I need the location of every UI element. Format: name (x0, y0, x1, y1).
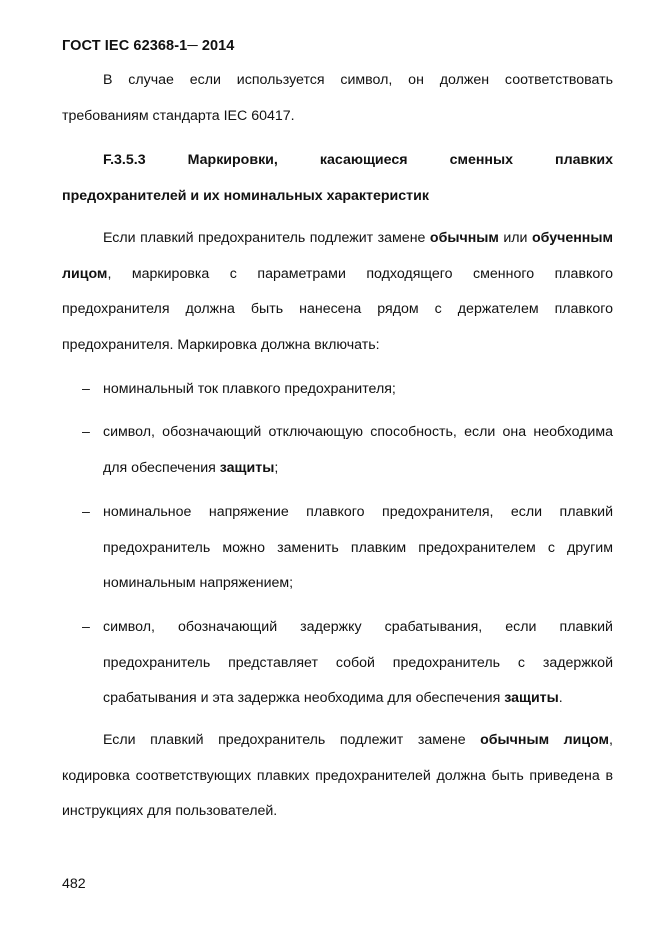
text-run: символ, обозначающий отключающую способность, если она необходима для обеспечения (103, 424, 613, 476)
list-item-text (103, 610, 613, 717)
list-item (62, 610, 613, 717)
list-item (62, 495, 613, 602)
text-run: , кодировка соответствующих плавких предохранителей должна быть приведена в инструкциях для пользователей. (62, 732, 613, 819)
paragraph-fuse-replacement (62, 221, 613, 363)
defined-term: обученным лицом (62, 230, 613, 282)
text-run: Если плавкий предохранитель подлежит замене (103, 732, 481, 748)
paragraph-ordinary-person (62, 723, 613, 830)
text-run: Если плавкий предохранитель подлежит замене (103, 230, 430, 246)
heading-word: плавких (555, 152, 613, 168)
text-run: . (558, 690, 563, 706)
defined-term: обычным (429, 230, 499, 246)
list-item-text: номинальное напряжение плавкого предохранителя, если плавкий предохранитель можно заменить плавким предохранителем с другим номинальным напряжением; (103, 504, 613, 591)
list-dash: – (82, 424, 90, 440)
heading-word: касающиеся (319, 152, 408, 168)
heading-word: Маркировки, (187, 152, 278, 168)
paragraph-symbol-requirement: В случае если используется символ, он должен соответствовать требованиям стандарта IEC 60417. (62, 72, 613, 124)
standard-header: ГОСТ IEC 62368-1─ 2014 (62, 38, 235, 54)
section-heading-line2: предохранителей и их номинальных характеристик (62, 187, 429, 204)
list-dash: – (82, 619, 90, 635)
defined-term: защиты (504, 690, 559, 706)
page-number: 482 (62, 876, 86, 892)
text-run: или (498, 230, 532, 246)
list-item-text: номинальный ток плавкого предохранителя; (103, 381, 396, 397)
heading-word: сменных (449, 152, 513, 168)
list-item-text (103, 415, 613, 486)
list-dash: – (82, 504, 90, 520)
defined-term: обычным лицом (480, 732, 610, 748)
section-heading (62, 143, 613, 214)
list-dash: – (82, 381, 90, 397)
defined-term: защиты (219, 459, 275, 476)
text-run: , маркировка с параметрами подходящего сменного плавкого предохранителя должна быть нанесена рядом с держателем плавкого предохранителя. Маркировка должна включать: (62, 265, 613, 353)
section-number: F.3.5.3 (103, 152, 146, 168)
text-run: символ, обозначающий задержку срабатывания, если плавкий предохранитель представляет собой предохранитель с задержкой срабатывания и эта задержка необходима для обеспечения (103, 619, 613, 706)
list-item (62, 372, 613, 408)
text-run: ; (274, 459, 279, 476)
list-item (62, 415, 613, 486)
